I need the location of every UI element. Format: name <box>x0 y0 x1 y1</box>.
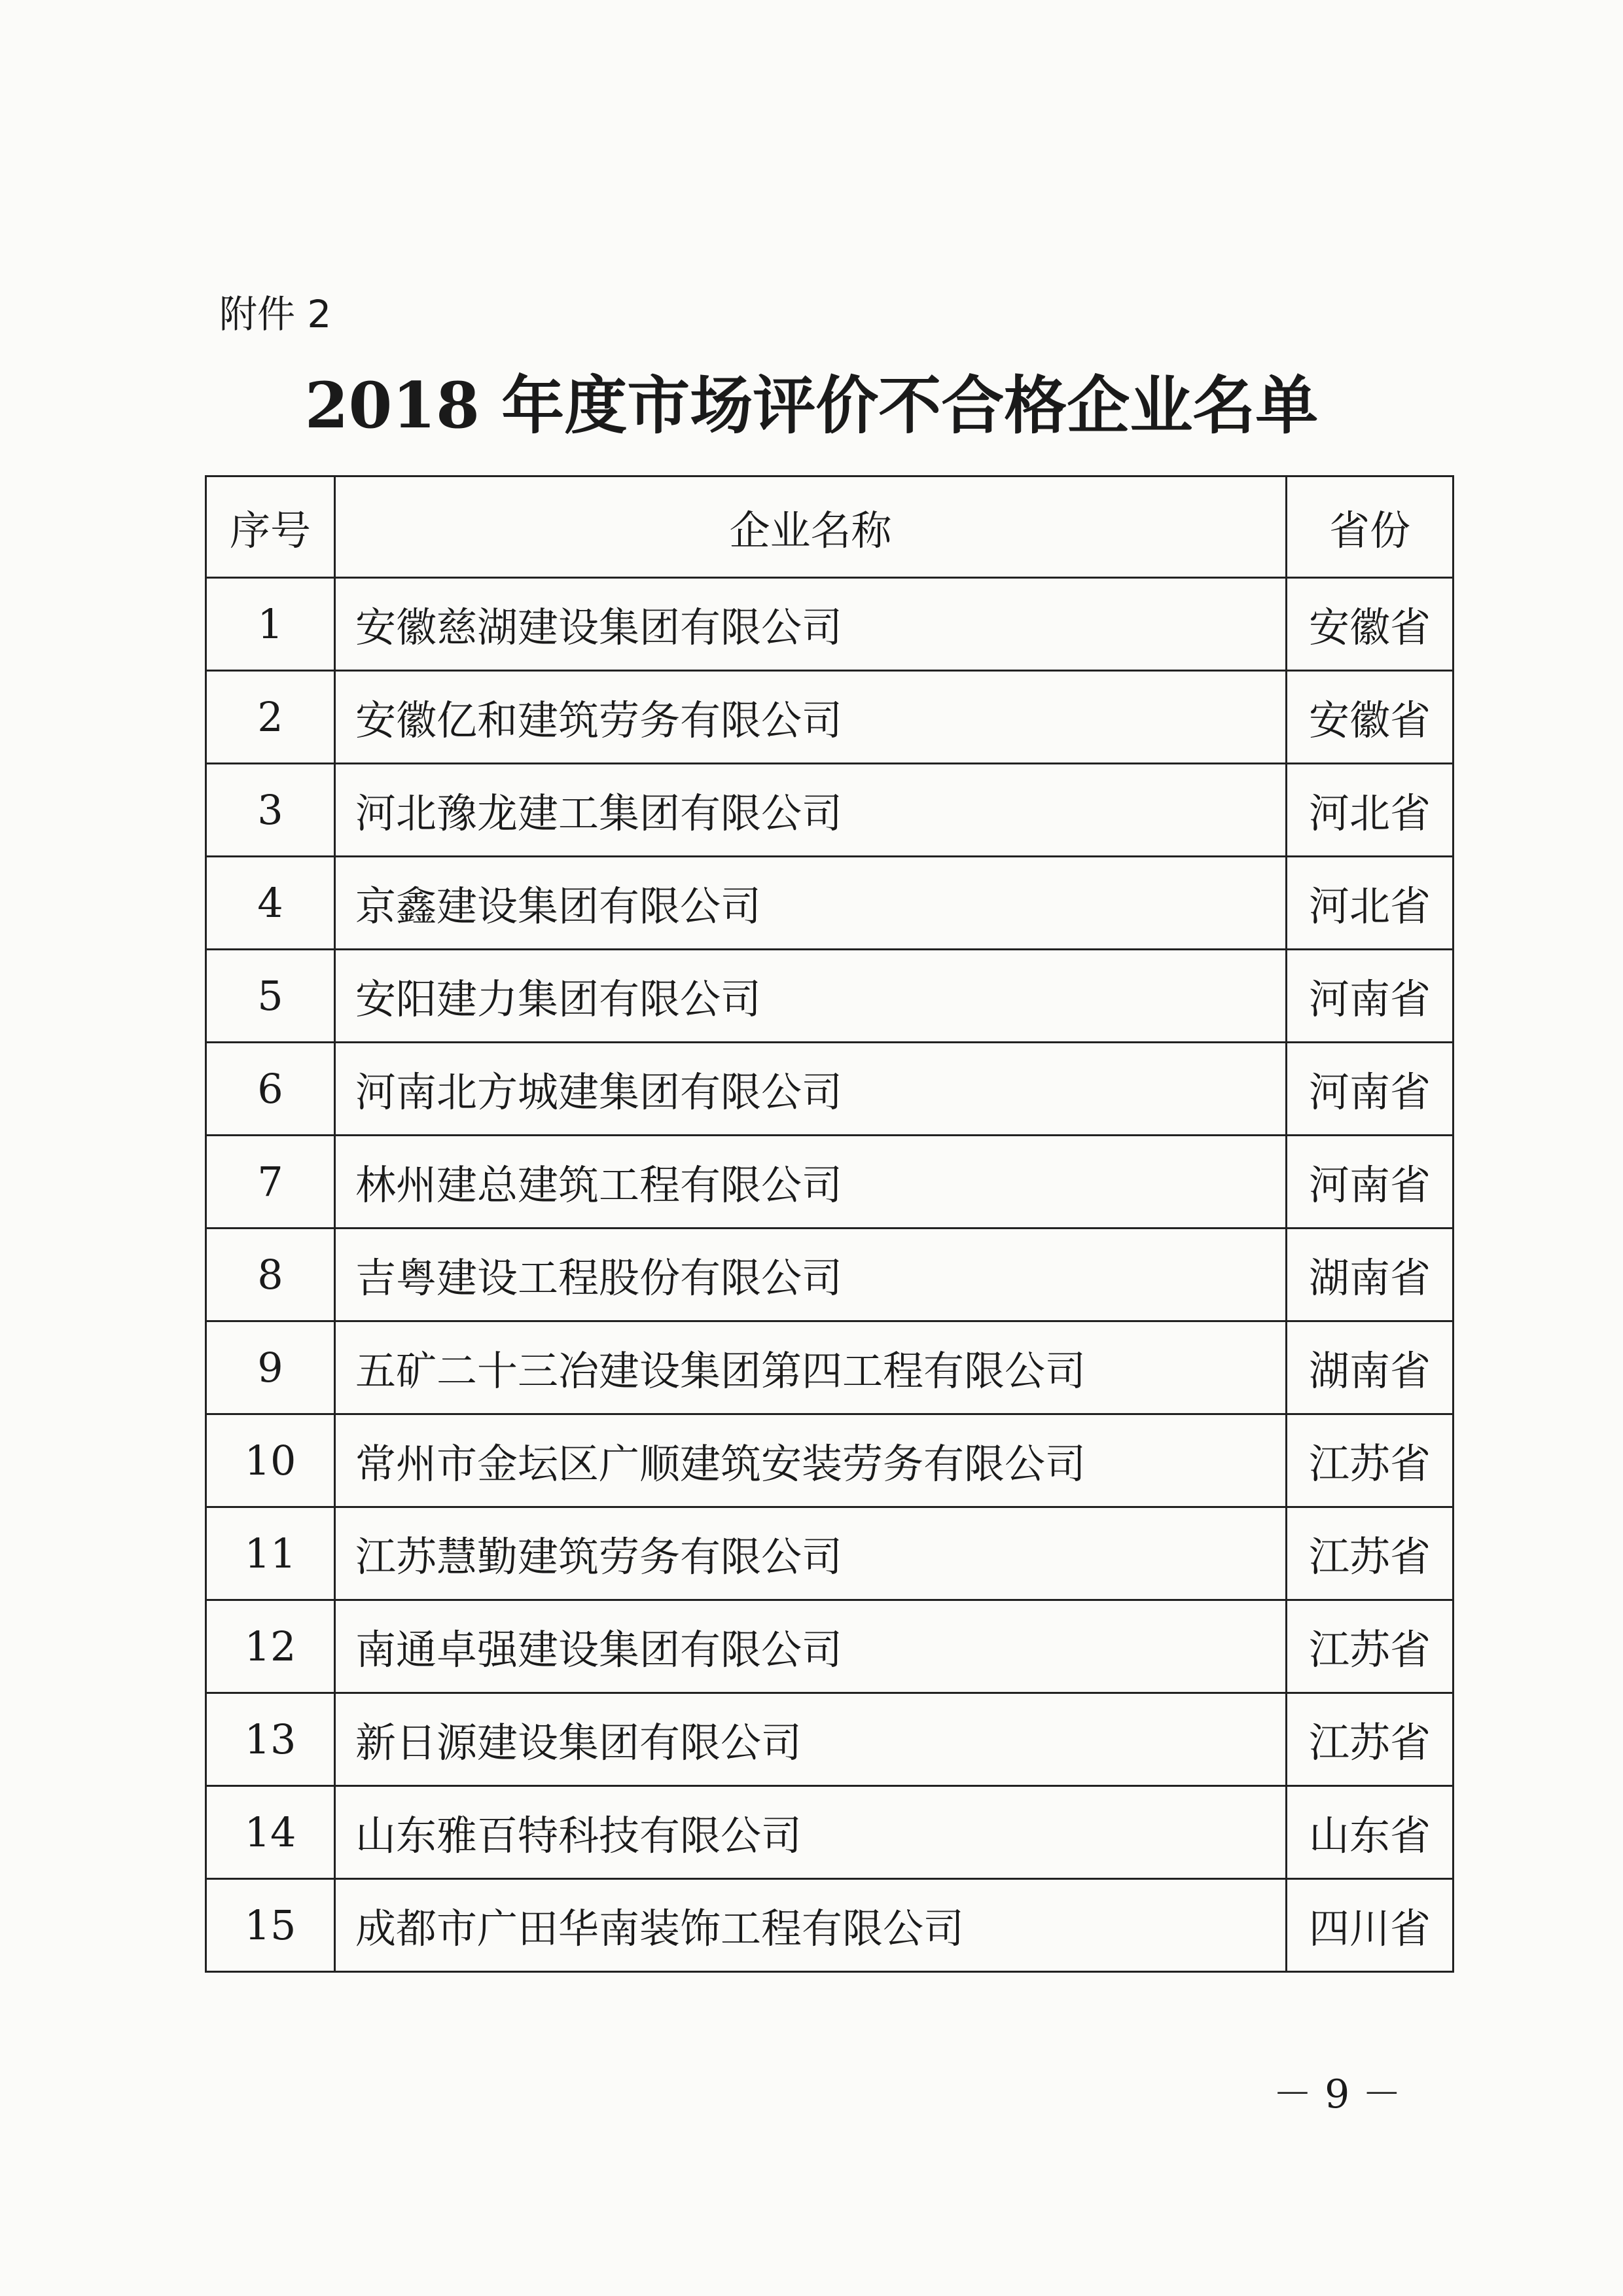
row-province: 安徽省 <box>1287 578 1454 671</box>
row-company-name: 安徽慈湖建设集团有限公司 <box>335 578 1287 671</box>
row-province: 江苏省 <box>1287 1693 1454 1786</box>
row-no: 10 <box>206 1414 335 1507</box>
table-row <box>206 1879 1454 1972</box>
row-province: 河北省 <box>1287 764 1454 857</box>
header-province: 省份 <box>1287 476 1454 578</box>
table-row <box>206 1321 1454 1414</box>
company-table <box>205 475 1454 1973</box>
row-no: 4 <box>206 857 335 950</box>
row-company-name: 林州建总建筑工程有限公司 <box>335 1136 1287 1229</box>
row-no: 7 <box>206 1136 335 1229</box>
table-row <box>206 578 1454 671</box>
attachment-label: 附件 2 <box>219 292 332 336</box>
row-company-name: 安阳建力集团有限公司 <box>335 950 1287 1043</box>
row-company-name: 山东雅百特科技有限公司 <box>335 1786 1287 1879</box>
row-province: 河北省 <box>1287 857 1454 950</box>
row-company-name: 成都市广田华南装饰工程有限公司 <box>335 1879 1287 1972</box>
row-province: 河南省 <box>1287 1043 1454 1136</box>
row-company-name: 安徽亿和建筑劳务有限公司 <box>335 671 1287 764</box>
table-row <box>206 857 1454 950</box>
table-row <box>206 1786 1454 1879</box>
row-company-name: 新日源建设集团有限公司 <box>335 1693 1287 1786</box>
row-province: 江苏省 <box>1287 1507 1454 1600</box>
row-company-name: 吉粤建设工程股份有限公司 <box>335 1229 1287 1321</box>
row-province: 四川省 <box>1287 1879 1454 1972</box>
row-no: 2 <box>206 671 335 764</box>
row-company-name: 京鑫建设集团有限公司 <box>335 857 1287 950</box>
row-province: 湖南省 <box>1287 1321 1454 1414</box>
row-no: 11 <box>206 1507 335 1600</box>
header-name: 企业名称 <box>335 476 1287 578</box>
row-province: 河南省 <box>1287 1136 1454 1229</box>
row-province: 河南省 <box>1287 950 1454 1043</box>
row-province: 江苏省 <box>1287 1414 1454 1507</box>
row-province: 湖南省 <box>1287 1229 1454 1321</box>
row-no: 3 <box>206 764 335 857</box>
row-province: 江苏省 <box>1287 1600 1454 1693</box>
table-row <box>206 764 1454 857</box>
table-row <box>206 950 1454 1043</box>
row-no: 6 <box>206 1043 335 1136</box>
row-no: 13 <box>206 1693 335 1786</box>
table-row <box>206 1136 1454 1229</box>
row-company-name: 南通卓强建设集团有限公司 <box>335 1600 1287 1693</box>
row-province: 山东省 <box>1287 1786 1454 1879</box>
document-title: 2018 年度市场评价不合格企业名单 <box>304 368 1319 442</box>
row-company-name: 河南北方城建集团有限公司 <box>335 1043 1287 1136</box>
row-company-name: 常州市金坛区广顺建筑安装劳务有限公司 <box>335 1414 1287 1507</box>
row-no: 15 <box>206 1879 335 1972</box>
row-no: 5 <box>206 950 335 1043</box>
row-no: 12 <box>206 1600 335 1693</box>
table-row <box>206 1043 1454 1136</box>
table-row <box>206 1693 1454 1786</box>
page-number: － 9 － <box>1273 2072 1402 2117</box>
table-header-row <box>206 476 1454 578</box>
row-no: 9 <box>206 1321 335 1414</box>
row-no: 14 <box>206 1786 335 1879</box>
row-company-name: 江苏慧勤建筑劳务有限公司 <box>335 1507 1287 1600</box>
table-row <box>206 1229 1454 1321</box>
row-company-name: 河北豫龙建工集团有限公司 <box>335 764 1287 857</box>
row-company-name: 五矿二十三冶建设集团第四工程有限公司 <box>335 1321 1287 1414</box>
table-row <box>206 671 1454 764</box>
row-no: 1 <box>206 578 335 671</box>
row-no: 8 <box>206 1229 335 1321</box>
row-province: 安徽省 <box>1287 671 1454 764</box>
table-row <box>206 1414 1454 1507</box>
table-row <box>206 1507 1454 1600</box>
header-no: 序号 <box>206 476 335 578</box>
table-row <box>206 1600 1454 1693</box>
